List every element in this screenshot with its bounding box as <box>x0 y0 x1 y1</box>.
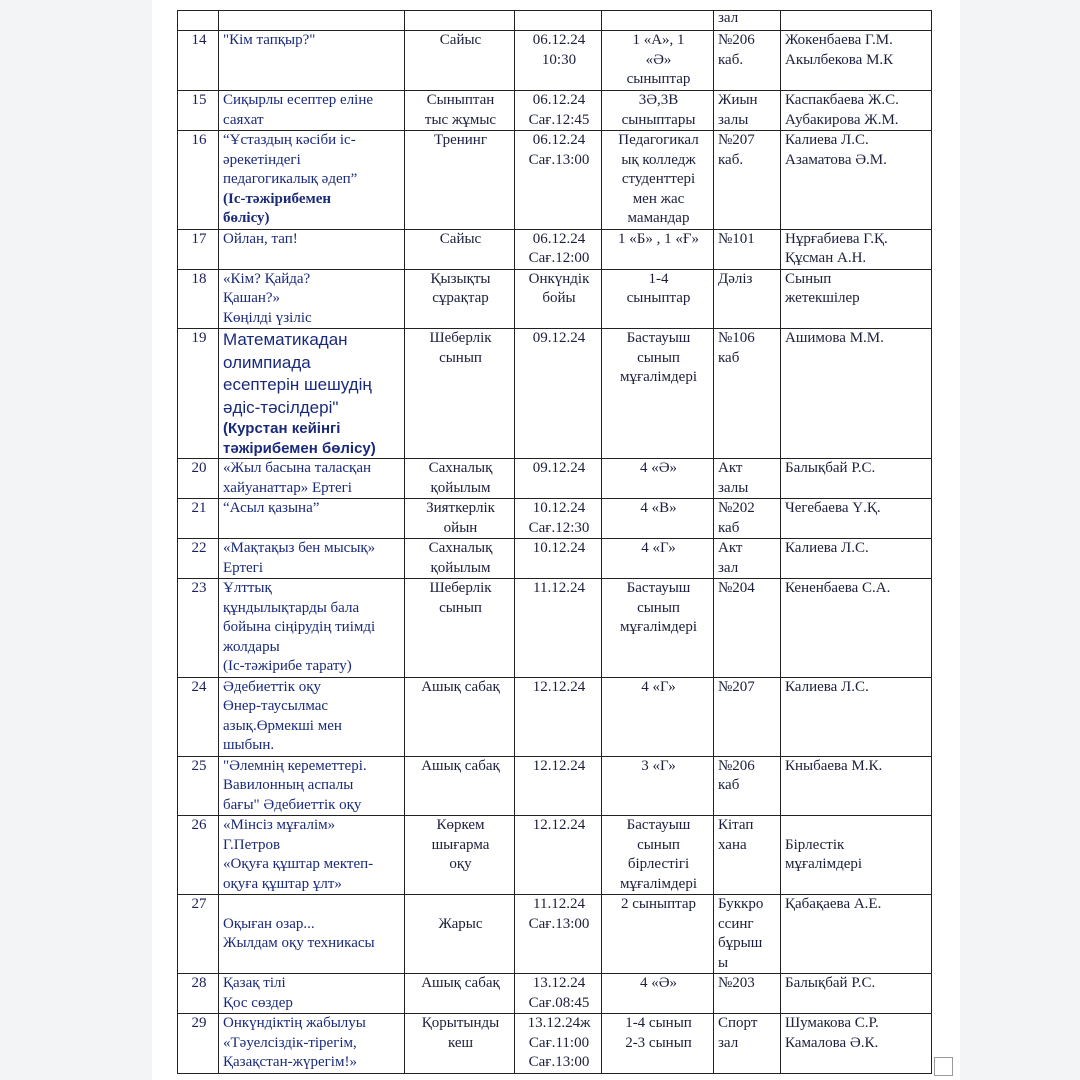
event-participants <box>602 1014 714 1074</box>
event-title-text: "Әлемнің кереметтері. Вавилонның аспалы бағы" Әдебиеттік оқу <box>223 757 367 813</box>
event-participants <box>602 974 714 1014</box>
event-title <box>219 131 405 230</box>
row-number-text: 26 <box>191 817 207 833</box>
event-responsible-text: Каспакбаева Ж.С. Аубакирова Ж.М. <box>785 92 899 128</box>
event-participants <box>602 131 714 230</box>
table-row <box>178 499 932 539</box>
event-responsible <box>781 756 932 816</box>
checkbox[interactable] <box>934 1057 953 1076</box>
event-place <box>714 539 781 579</box>
event-place <box>714 579 781 678</box>
row-number <box>178 895 219 974</box>
event-date-text: Онкүндік бойы <box>528 270 590 306</box>
table-row <box>178 131 932 230</box>
event-type <box>405 131 515 230</box>
event-type <box>405 499 515 539</box>
event-date <box>515 229 602 269</box>
event-participants-text: 1 «А», 1 «Ә» сыныптар <box>626 32 691 87</box>
event-responsible-text: Балықбай Р.С. <box>785 975 876 991</box>
event-title-note: (Курстан кейінгі тәжірибемен бөлісу) <box>223 420 376 457</box>
cell <box>515 11 602 31</box>
event-type <box>405 31 515 91</box>
table-row <box>178 816 932 895</box>
event-place-text: №202 каб <box>718 500 755 536</box>
event-responsible-text: Бірлестік мұғалімдері <box>785 836 863 872</box>
row-number <box>178 459 219 499</box>
row-number <box>178 539 219 579</box>
event-responsible-text: Қабақаева А.Е. <box>785 896 882 912</box>
event-type <box>405 269 515 329</box>
event-date <box>515 269 602 329</box>
row-number <box>178 91 219 131</box>
row-number-text: 27 <box>191 896 207 912</box>
event-place <box>714 91 781 131</box>
event-responsible <box>781 895 932 974</box>
event-responsible-text: Жокенбаева Г.М. Акылбекова М.К <box>785 32 894 68</box>
event-responsible <box>781 91 932 131</box>
event-participants-text: 1-4 сыныптар <box>626 270 691 306</box>
event-date <box>515 579 602 678</box>
event-type <box>405 91 515 131</box>
event-title <box>219 269 405 329</box>
event-responsible-text: Кененбаева С.А. <box>785 580 891 596</box>
table-row <box>178 269 932 329</box>
cell <box>602 11 714 31</box>
table-row <box>178 539 932 579</box>
event-type-text: Сайыс <box>439 230 482 247</box>
event-place <box>714 329 781 459</box>
table-row <box>178 974 932 1014</box>
event-type-text: Ашық сабақ <box>421 757 500 774</box>
event-place <box>714 816 781 895</box>
row-number-text: 16 <box>191 132 207 148</box>
event-date-text: 12.12.24 <box>532 678 586 695</box>
table-row <box>178 1014 932 1074</box>
event-responsible <box>781 579 932 678</box>
event-date <box>515 895 602 974</box>
event-responsible <box>781 229 932 269</box>
event-date-text: 06.12.24 Сағ.12:45 <box>528 92 590 128</box>
event-place-text: №203 <box>718 975 755 991</box>
event-place <box>714 756 781 816</box>
event-responsible-text: Калиева Л.С. <box>785 678 869 695</box>
event-participants-text: Бастауыш сынып мұғалімдері <box>619 330 698 385</box>
event-title-text: Математикадан олимпиада есептерін шешудің әдіс-тәсілдері" <box>223 330 372 417</box>
row-number-text: 29 <box>191 1015 207 1031</box>
event-title-text: Ұлттық құндылықтарды бала бойына сіңірудің тиімді жолдары (Іс-тәжірибе тарату) <box>223 580 376 674</box>
event-title <box>219 499 405 539</box>
event-title <box>219 1014 405 1074</box>
event-date <box>515 677 602 756</box>
event-place <box>714 895 781 974</box>
event-place-text: Акт залы <box>718 460 749 496</box>
event-participants <box>602 31 714 91</box>
event-place <box>714 499 781 539</box>
events-table <box>177 10 932 1074</box>
event-date-text: 10.12.24 Сағ.12:30 <box>528 500 590 536</box>
event-place <box>714 677 781 756</box>
event-title <box>219 31 405 91</box>
row-number <box>178 756 219 816</box>
row-number <box>178 816 219 895</box>
event-participants-text: 3Ә,3В сыныптары <box>621 92 696 128</box>
row-number <box>178 1014 219 1074</box>
event-place <box>714 229 781 269</box>
event-title-note: (Іс-тәжірибемен бөлісу) <box>223 190 332 226</box>
cell <box>219 11 405 31</box>
table-row <box>178 579 932 678</box>
row-number-text: 24 <box>191 678 207 695</box>
row-number <box>178 269 219 329</box>
event-place-text: №101 <box>718 230 755 247</box>
event-title-text: «Жыл басына таласқан хайуанаттар» Ертегі <box>223 460 372 496</box>
event-date-text: 12.12.24 <box>532 757 586 774</box>
row-number-text: 23 <box>191 580 207 596</box>
event-type-text: Сыныптан тыс жұмыс <box>424 92 497 128</box>
event-participants <box>602 816 714 895</box>
event-place-text: №106 каб <box>718 330 755 366</box>
event-responsible <box>781 677 932 756</box>
event-responsible-text: Шумакова С.Р. Камалова Ә.К. <box>785 1015 879 1051</box>
event-responsible-text: Балықбай Р.С. <box>785 460 876 476</box>
event-title <box>219 579 405 678</box>
event-place-text: Спорт зал <box>718 1015 758 1051</box>
cell <box>781 11 932 31</box>
event-date <box>515 539 602 579</box>
event-type <box>405 756 515 816</box>
row-number-text: 20 <box>191 460 207 476</box>
event-participants-text: 4 «Г» <box>641 540 676 556</box>
event-place <box>714 459 781 499</box>
event-title <box>219 756 405 816</box>
event-title <box>219 816 405 895</box>
event-date <box>515 459 602 499</box>
table-row <box>178 459 932 499</box>
event-title-text: “Асыл қазына” <box>223 500 320 516</box>
event-place-text: №207 <box>718 678 755 695</box>
event-type-text: Қорытынды кеш <box>421 1015 500 1051</box>
event-responsible-text: Калиева Л.С. <box>785 540 869 556</box>
event-participants <box>602 329 714 459</box>
event-responsible-text: Чегебаева Ү.Қ. <box>785 500 881 516</box>
event-participants-text: 4 «В» <box>640 500 677 516</box>
event-date <box>515 1014 602 1074</box>
event-participants-text: Педагогикал ық колледж студенттері мен жас мамандар <box>618 132 699 226</box>
event-title <box>219 459 405 499</box>
event-participants <box>602 579 714 678</box>
event-type-text: Сайыс <box>439 32 482 48</box>
event-date <box>515 91 602 131</box>
event-participants-text: 4 «Ә» <box>639 460 678 476</box>
event-place-text: №204 <box>718 580 755 596</box>
event-type <box>405 816 515 895</box>
event-responsible <box>781 31 932 91</box>
row-number-text: 21 <box>191 500 207 516</box>
event-participants <box>602 499 714 539</box>
event-participants-text: Бастауыш сынып мұғалімдері <box>619 580 698 635</box>
event-type-text: Зияткерлік ойын <box>426 500 495 536</box>
event-title <box>219 229 405 269</box>
event-date-text: 13.12.24 Сағ.08:45 <box>528 975 590 1011</box>
event-type-text: Ашық сабақ <box>421 975 500 991</box>
table-row <box>178 677 932 756</box>
event-responsible <box>781 131 932 230</box>
row-number-text: 25 <box>191 757 207 774</box>
cell <box>405 11 515 31</box>
event-date-text: 11.12.24 <box>533 580 585 596</box>
event-participants <box>602 269 714 329</box>
event-responsible-text: Нұрғабиева Г.Қ. Құсман А.Н. <box>785 230 888 266</box>
event-date-text: 09.12.24 <box>532 460 586 476</box>
row-number <box>178 31 219 91</box>
event-responsible <box>781 974 932 1014</box>
event-responsible <box>781 1014 932 1074</box>
event-title-text: Әдебиеттік оқу Өнер-таусылмас азық.Өрмекші мен шыбын. <box>223 678 342 753</box>
event-title-text: "Кім тапқыр?" <box>223 32 316 48</box>
event-type <box>405 459 515 499</box>
table-row <box>178 91 932 131</box>
row-number <box>178 677 219 756</box>
table-row <box>178 756 932 816</box>
event-title-text: Онкүндіктің жабылуы «Тәуелсіздік-тірегім, Қазақстан-жүрегім!» <box>223 1015 366 1070</box>
event-date <box>515 31 602 91</box>
event-place <box>714 1014 781 1074</box>
event-type <box>405 539 515 579</box>
event-place-text: №206 каб <box>718 757 755 793</box>
event-type <box>405 895 515 974</box>
event-title <box>219 91 405 131</box>
row-number <box>178 329 219 459</box>
event-place <box>714 974 781 1014</box>
event-responsible-text: Калиева Л.С. Азаматова Ә.М. <box>785 132 887 168</box>
event-date <box>515 974 602 1014</box>
event-participants <box>602 677 714 756</box>
cell <box>178 11 219 31</box>
event-date <box>515 131 602 230</box>
event-participants <box>602 539 714 579</box>
event-responsible <box>781 539 932 579</box>
event-responsible <box>781 269 932 329</box>
event-title <box>219 677 405 756</box>
row-number-text: 18 <box>191 270 207 287</box>
event-title-text: Оқыған озар... Жылдам оқу техникасы <box>223 915 375 951</box>
event-responsible <box>781 329 932 459</box>
event-participants <box>602 756 714 816</box>
event-responsible-text: Сынып жетекшілер <box>785 270 860 306</box>
event-type-text: Ашық сабақ <box>421 678 500 695</box>
event-title-text: Ойлан, тап! <box>223 230 298 247</box>
row-number <box>178 229 219 269</box>
event-type-text: Сахналық қойылым <box>428 540 493 576</box>
event-participants <box>602 459 714 499</box>
event-title-text: Сиқырлы есептер еліне саяхат <box>223 92 374 128</box>
event-type-text: Шеберлік сынып <box>429 580 492 616</box>
event-date-text: 13.12.24ж Сағ.11:00 Сағ.13:00 <box>527 1015 591 1070</box>
event-place-text: Дәліз <box>718 270 753 287</box>
event-place <box>714 269 781 329</box>
event-date-text: 06.12.24 10:30 <box>532 32 586 68</box>
row-number <box>178 131 219 230</box>
row-number-text: 17 <box>191 230 207 247</box>
event-place <box>714 131 781 230</box>
table-row <box>178 229 932 269</box>
event-participants-text: 1-4 сынып 2-3 сынып <box>625 1015 692 1051</box>
event-type <box>405 677 515 756</box>
event-title <box>219 329 405 459</box>
event-date-text: 10.12.24 <box>532 540 586 556</box>
event-place-text: Жиын залы <box>718 92 758 128</box>
event-place-text: Буккро ссинг бұрыш ы <box>718 896 764 971</box>
event-date-text: 11.12.24 Сағ.13:00 <box>528 896 590 932</box>
row-number-text: 14 <box>191 32 207 48</box>
event-participants-text: 2 сыныптар <box>620 896 696 912</box>
event-place-text: Акт зал <box>718 540 743 576</box>
row-number-text: 28 <box>191 975 207 991</box>
row-number <box>178 499 219 539</box>
event-participants-text: 1 «Б» , 1 «Ғ» <box>617 230 700 247</box>
event-place-text: Кітап хана <box>718 817 754 853</box>
event-place-text: №206 каб. <box>718 32 755 68</box>
event-type <box>405 579 515 678</box>
table-row-header-continuation <box>178 11 932 31</box>
event-type <box>405 1014 515 1074</box>
event-participants <box>602 895 714 974</box>
event-type <box>405 229 515 269</box>
event-responsible-text: Кныбаева М.К. <box>785 757 883 774</box>
row-number <box>178 974 219 1014</box>
event-type-text: Қызықты сұрақтар <box>430 270 491 306</box>
event-title-text: «Мақтақыз бен мысық» Ертегі <box>223 540 376 576</box>
event-title-text: Қазақ тілі Қос сөздер <box>223 975 293 1011</box>
event-participants-text: 4 «Ә» <box>639 975 678 991</box>
event-participants-text: 4 «Г» <box>641 678 676 695</box>
event-place-text: №207 каб. <box>718 132 755 168</box>
event-place <box>714 31 781 91</box>
table-row <box>178 895 932 974</box>
event-title <box>219 539 405 579</box>
event-type <box>405 329 515 459</box>
cell-place: зал <box>714 11 781 31</box>
row-number-text: 22 <box>191 540 207 556</box>
event-title-text: “Ұстаздың кәсіби іс- әрекетіндегі педагогикалық әдеп” <box>223 132 358 187</box>
event-participants <box>602 91 714 131</box>
event-type-text: Сахналық қойылым <box>428 460 493 496</box>
event-responsible-text: Ашимова М.М. <box>785 330 884 346</box>
event-date-text: 06.12.24 Сағ.13:00 <box>528 132 590 168</box>
row-number <box>178 579 219 678</box>
event-participants <box>602 229 714 269</box>
table-row <box>178 329 932 459</box>
event-type-text: Шеберлік сынып <box>429 330 492 366</box>
event-date-text: 09.12.24 <box>532 330 586 346</box>
event-type-text: Тренинг <box>434 132 487 148</box>
event-participants-text: Бастауыш сынып бірлестігі мұғалімдері <box>619 817 698 892</box>
row-number-text: 15 <box>191 92 207 108</box>
event-responsible <box>781 459 932 499</box>
row-number-text: 19 <box>191 330 207 346</box>
event-participants-text: 3 «Г» <box>641 757 676 774</box>
event-responsible <box>781 816 932 895</box>
event-date <box>515 499 602 539</box>
event-title <box>219 974 405 1014</box>
event-type-text: Жарыс <box>438 915 483 932</box>
event-date <box>515 816 602 895</box>
table-row <box>178 31 932 91</box>
event-type-text: Көркем шығарма оқу <box>431 817 490 872</box>
event-title <box>219 895 405 974</box>
event-responsible <box>781 499 932 539</box>
event-date <box>515 329 602 459</box>
event-title-text: «Мінсіз мұғалім» Г.Петров «Оқуға құштар мектеп- оқуға құштар ұлт» <box>223 817 374 892</box>
event-date-text: 06.12.24 Сағ.12:00 <box>528 230 590 266</box>
event-title-text: «Кім? Қайда? Қашан?» Көңілді үзіліс <box>223 270 312 326</box>
event-date <box>515 756 602 816</box>
event-date-text: 12.12.24 <box>532 817 586 833</box>
event-type <box>405 974 515 1014</box>
